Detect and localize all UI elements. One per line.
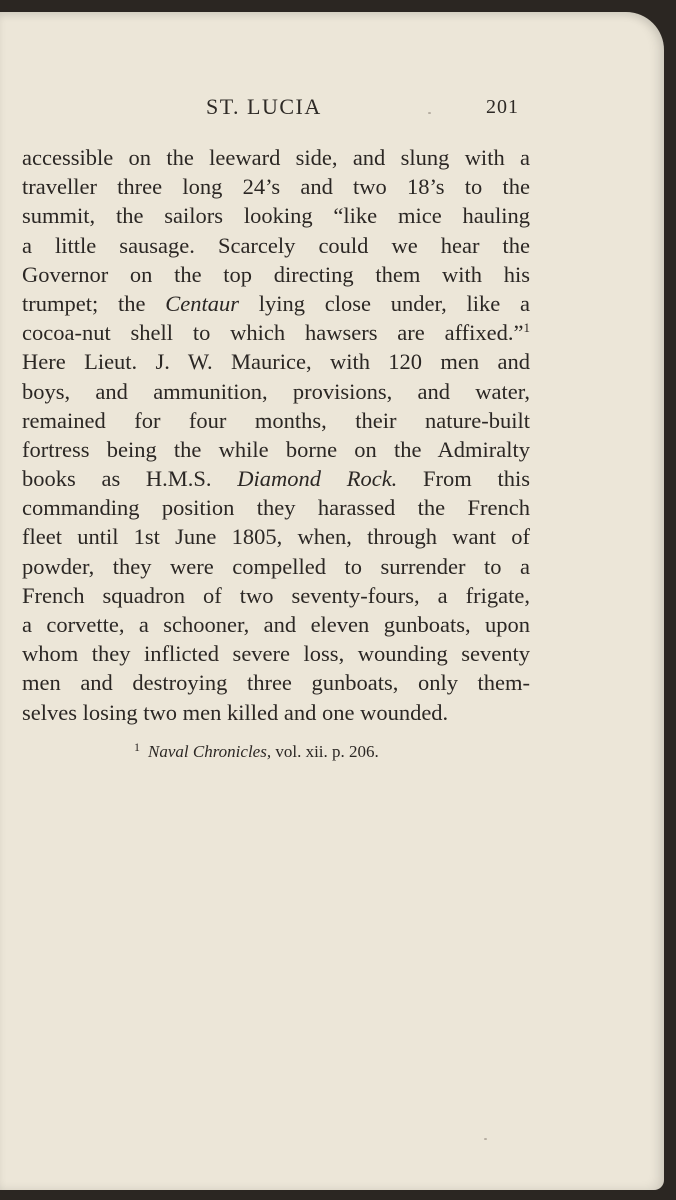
text-segment: cocoa-nut shell to which hawsers are affixed.”	[22, 320, 524, 346]
text-line: accessible on the leeward side, and slung with a	[22, 145, 530, 170]
ship-name-italic: Centaur	[165, 290, 240, 316]
footnote-text: vol. xii. p. 206.	[275, 742, 379, 761]
footnote-source-italic: Naval Chronicles,	[148, 742, 272, 761]
text-line: Here Lieut. J. W. Maurice, with 120 men and	[22, 349, 530, 375]
text-line	[22, 289, 530, 318]
text-line	[22, 318, 530, 347]
text-line: French squadron of two seventy-fours, a frigate,	[22, 582, 530, 608]
page-number: 201	[486, 96, 519, 118]
text-line: whom they inflicted severe loss, wounding seventy	[22, 641, 530, 667]
text-line: traveller three long 24’s and two 18’s to the	[22, 174, 530, 200]
body-paragraph	[22, 143, 530, 727]
text-segment: lying close under, like a	[258, 290, 530, 316]
footnote	[134, 742, 379, 762]
text-segment: books as H.M.S.	[22, 466, 212, 492]
footnote-reference: 1	[523, 320, 530, 336]
paper-speck	[428, 112, 431, 114]
text-segment: trumpet; the	[22, 290, 146, 316]
text-line	[22, 464, 530, 493]
text-line: fortress being the while borne on the Admiralty	[22, 436, 530, 462]
text-line: summit, the sailors looking “like mice hauling	[22, 203, 530, 229]
running-title: ST. LUCIA	[206, 94, 322, 119]
text-line: men and destroying three gunboats, only them-	[22, 670, 530, 696]
ship-name-italic: Diamond Rock.	[237, 466, 398, 492]
text-line: a little sausage. Scarcely could we hear the	[22, 232, 530, 258]
text-line: powder, they were compelled to surrender to a	[22, 553, 530, 579]
paper-speck	[484, 1138, 487, 1140]
text-line: remained for four months, their nature-built	[22, 407, 530, 433]
text-line: Governor on the top directing them with his	[22, 261, 530, 287]
text-segment: From this	[423, 466, 530, 492]
footnote-marker: 1	[134, 740, 140, 754]
running-head	[0, 94, 664, 124]
text-line: boys, and ammunition, provisions, and water,	[22, 378, 530, 404]
text-line: commanding position they harassed the French	[22, 495, 530, 521]
text-line: a corvette, a schooner, and eleven gunboats, upon	[22, 612, 530, 637]
book-page	[0, 12, 664, 1190]
text-line-last: selves losing two men killed and one wounded.	[22, 699, 449, 725]
text-line: fleet until 1st June 1805, when, through want of	[22, 524, 530, 550]
